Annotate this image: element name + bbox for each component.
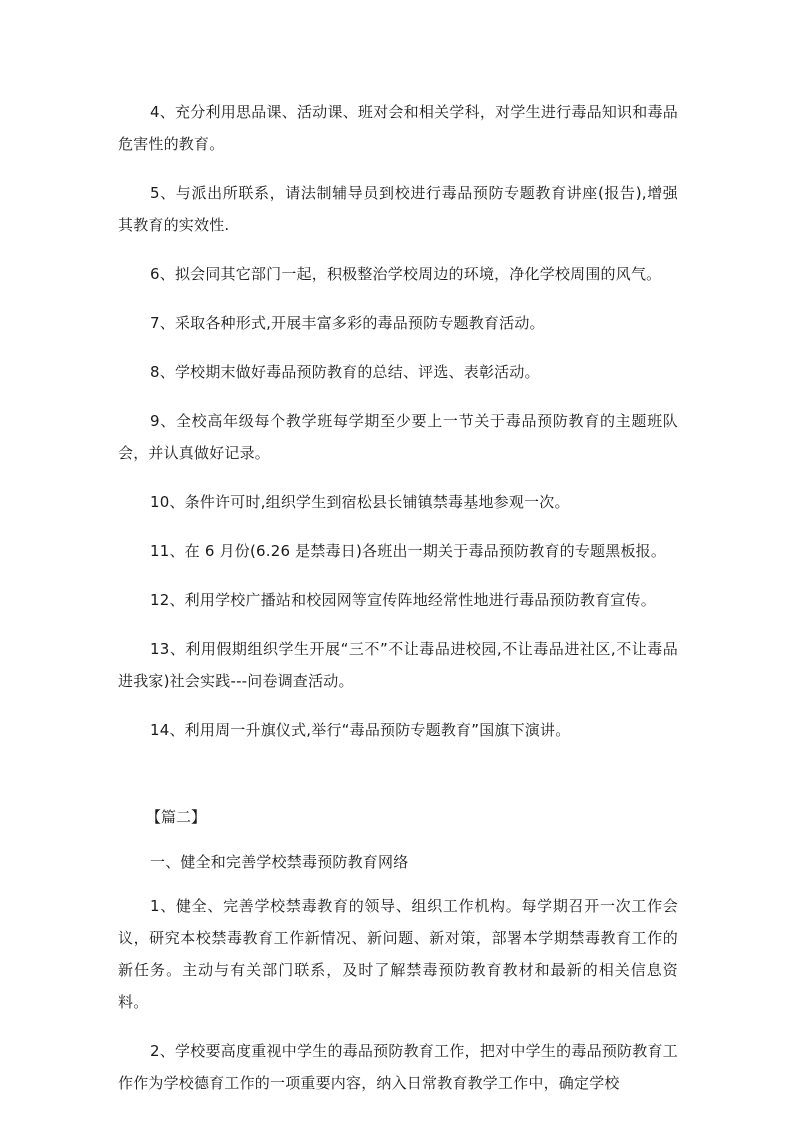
paragraph-item-5: 5、与派出所联系，请法制辅导员到校进行毒品预防专题教育讲座(报告),增强其教育的实效性. [118, 184, 678, 234]
paragraph-item-12: 12、利用学校广播站和校园网等宣传阵地经常性地进行毒品预防教育宣传。 [150, 591, 656, 609]
paragraph-part2-item-1: 1、健全、完善学校禁毒教育的领导、组织工作机构。每学期召开一次工作会议，研究本校禁毒教育工作新情况、新问题、新对策，部署本学期禁毒教育工作的新任务。主动与有关部门联系，及时了解禁毒预防教育教材和最新的相关信息资料。 [118, 897, 678, 1011]
paragraph-item-14: 14、利用周一升旗仪式,举行“毒品预防专题教育”国旗下演讲。 [150, 721, 571, 739]
paragraph-item-11: 11、在 6 月份(6.26 是禁毒日)各班出一期关于毒品预防教育的专题黑板报。 [150, 542, 667, 560]
paragraph-item-9: 9、全校高年级每个教学班每学期至少要上一节关于毒品预防教育的主题班队会，并认真做好记录。 [118, 412, 678, 462]
paragraph-item-8: 8、学校期末做好毒品预防教育的总结、评选、表彰活动。 [150, 363, 540, 381]
section-spacer [118, 763, 678, 801]
paragraph-item-7: 7、采取各种形式,开展丰富多彩的毒品预防专题教育活动。 [150, 314, 545, 332]
paragraph-item-10: 10、条件许可时,组织学生到宿松县长铺镇禁毒基地参观一次。 [150, 493, 570, 511]
document-body [118, 96, 678, 1116]
section-title: 【篇二】 [146, 808, 207, 826]
paragraph-part2-item-2: 2、学校要高度重视中学生的毒品预防教育工作，把对中学生的毒品预防教育工作作为学校德育工作的一项重要内容，纳入日常教育教学工作中，确定学校 [118, 1042, 678, 1092]
paragraph-item-6: 6、拟会同其它部门一起，积极整治学校周边的环境，净化学校周围的风气。 [150, 265, 662, 283]
section-subtitle: 一、健全和完善学校禁毒预防教育网络 [150, 853, 409, 871]
paragraph-item-4: 4、充分利用思品课、活动课、班对会和相关学科，对学生进行毒品知识和毒品危害性的教育。 [118, 103, 678, 153]
paragraph-item-13: 13、利用假期组织学生开展“三不”不让毒品进校园,不让毒品进社区,不让毒品进我家)社会实践---问卷调查活动。 [118, 640, 678, 690]
